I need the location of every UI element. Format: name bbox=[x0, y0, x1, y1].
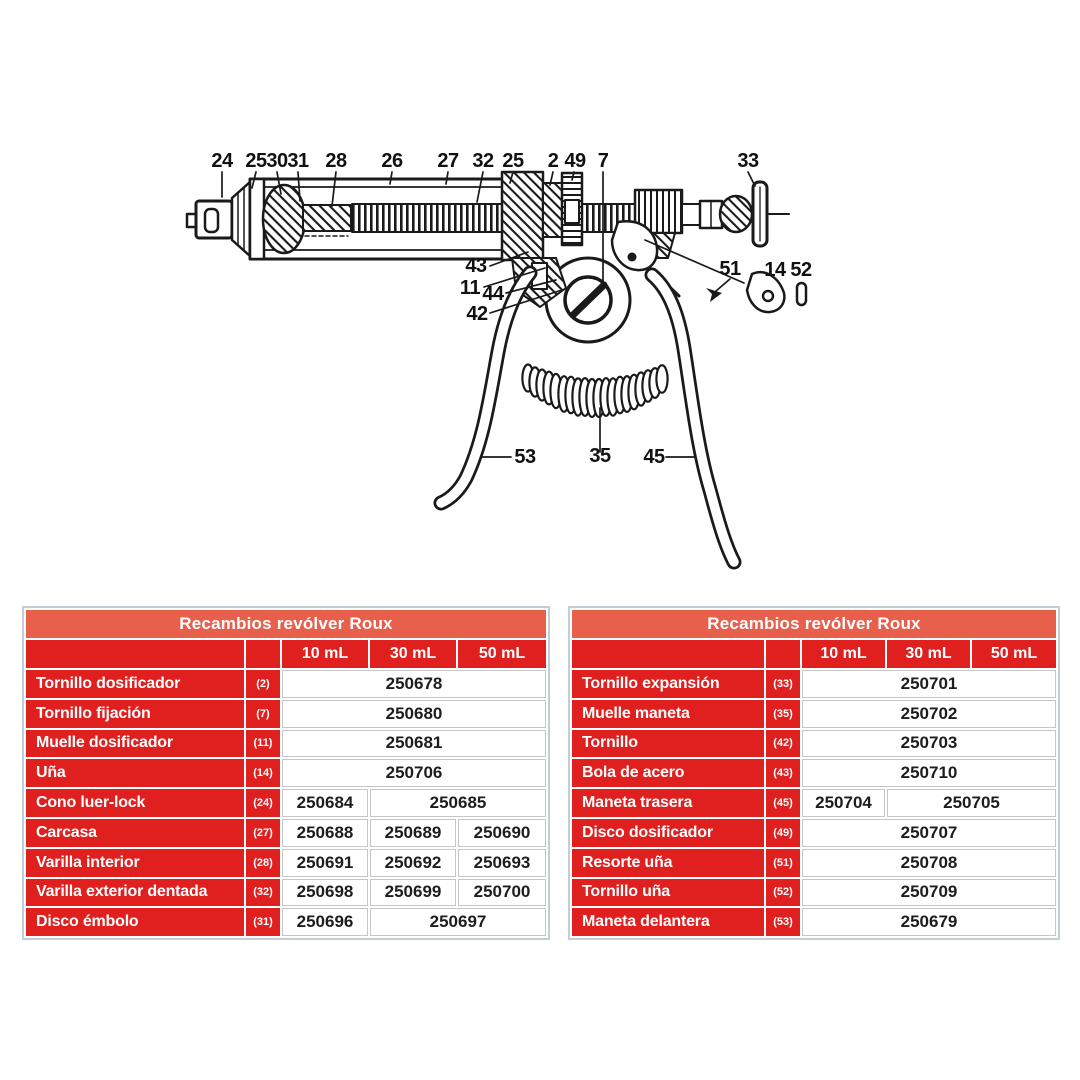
part-label: 27 bbox=[437, 150, 459, 172]
part-ref: (7) bbox=[246, 700, 280, 728]
part-number: 250689 bbox=[370, 819, 456, 847]
part-number: 250693 bbox=[458, 849, 546, 877]
handle-spring bbox=[522, 365, 667, 418]
part-label: 45 bbox=[643, 446, 665, 468]
column-header-30ml: 30 mL bbox=[887, 640, 970, 668]
part-label: 32 bbox=[472, 150, 494, 172]
steel-ball bbox=[628, 253, 637, 262]
column-header-50ml: 50 mL bbox=[972, 640, 1056, 668]
part-number: 250701 bbox=[802, 670, 1056, 698]
part-number: 250706 bbox=[282, 759, 546, 787]
pivot-screw bbox=[565, 277, 611, 323]
part-label: 51 bbox=[719, 258, 741, 280]
part-ref: (33) bbox=[766, 670, 800, 698]
part-ref: (35) bbox=[766, 700, 800, 728]
part-number: 250684 bbox=[282, 789, 368, 817]
part-name: Tornillo fijación bbox=[26, 700, 244, 728]
header-spacer-cell bbox=[766, 640, 800, 668]
part-name: Tornillo dosificador bbox=[26, 670, 244, 698]
part-number: 250679 bbox=[802, 908, 1056, 936]
part-number: 250681 bbox=[282, 730, 546, 758]
part-name: Carcasa bbox=[26, 819, 244, 847]
rear-knob bbox=[682, 182, 789, 246]
part-label: 35 bbox=[589, 445, 611, 467]
part-number: 250709 bbox=[802, 879, 1056, 907]
end-cap bbox=[502, 172, 543, 260]
part-number: 250692 bbox=[370, 849, 456, 877]
part-ref: (51) bbox=[766, 849, 800, 877]
part-number: 250707 bbox=[802, 819, 1056, 847]
part-number: 250698 bbox=[282, 879, 368, 907]
part-ref: (45) bbox=[766, 789, 800, 817]
part-label: 31 bbox=[287, 150, 309, 172]
part-label: 7 bbox=[597, 150, 609, 172]
part-name: Disco émbolo bbox=[26, 908, 244, 936]
part-number: 250678 bbox=[282, 670, 546, 698]
part-label: 42 bbox=[466, 303, 488, 325]
part-label: 28 bbox=[325, 150, 347, 172]
dosing-disc bbox=[562, 173, 582, 245]
part-number: 250703 bbox=[802, 730, 1056, 758]
part-label: 52 bbox=[790, 259, 812, 281]
claw-screw bbox=[797, 283, 806, 305]
part-label: 25 bbox=[502, 150, 524, 172]
part-ref: (43) bbox=[766, 759, 800, 787]
part-name: Disco dosificador bbox=[572, 819, 764, 847]
part-ref: (53) bbox=[766, 908, 800, 936]
column-header-30ml: 30 mL bbox=[370, 640, 456, 668]
part-label: 44 bbox=[482, 283, 504, 305]
part-ref: (49) bbox=[766, 819, 800, 847]
part-name: Bola de acero bbox=[572, 759, 764, 787]
table-title: Recambios revólver Roux bbox=[572, 610, 1056, 638]
part-number: 250688 bbox=[282, 819, 368, 847]
part-name: Muelle dosificador bbox=[26, 730, 244, 758]
part-ref: (52) bbox=[766, 879, 800, 907]
part-ref: (14) bbox=[246, 759, 280, 787]
part-label: 43 bbox=[465, 255, 487, 277]
part-ref: (32) bbox=[246, 879, 280, 907]
part-number: 250690 bbox=[458, 819, 546, 847]
part-number: 250685 bbox=[370, 789, 546, 817]
part-label: 53 bbox=[514, 446, 536, 468]
part-ref: (24) bbox=[246, 789, 280, 817]
rear-handle bbox=[652, 275, 734, 562]
part-label: 33 bbox=[737, 150, 759, 172]
part-ref: (27) bbox=[246, 819, 280, 847]
part-label: 14 bbox=[764, 259, 786, 281]
column-header-10ml: 10 mL bbox=[282, 640, 368, 668]
part-number: 250691 bbox=[282, 849, 368, 877]
header-spacer-cell bbox=[246, 640, 280, 668]
part-name: Uña bbox=[26, 759, 244, 787]
part-number: 250697 bbox=[370, 908, 546, 936]
part-number: 250708 bbox=[802, 849, 1056, 877]
part-label: 30 bbox=[266, 150, 288, 172]
header-spacer-cell bbox=[26, 640, 244, 668]
claw-spring bbox=[706, 288, 722, 302]
part-name: Tornillo uña bbox=[572, 879, 764, 907]
part-ref: (28) bbox=[246, 849, 280, 877]
part-name: Varilla interior bbox=[26, 849, 244, 877]
part-number: 250699 bbox=[370, 879, 456, 907]
part-label: 24 bbox=[211, 150, 233, 172]
part-label: 11 bbox=[459, 277, 481, 299]
part-number: 250710 bbox=[802, 759, 1056, 787]
part-ref: (31) bbox=[246, 908, 280, 936]
part-ref: (2) bbox=[246, 670, 280, 698]
column-header-50ml: 50 mL bbox=[458, 640, 546, 668]
part-name: Resorte uña bbox=[572, 849, 764, 877]
part-name: Muelle maneta bbox=[572, 700, 764, 728]
luer-cone bbox=[187, 182, 250, 256]
column-header-10ml: 10 mL bbox=[802, 640, 885, 668]
part-label: 49 bbox=[564, 150, 586, 172]
part-name: Varilla exterior dentada bbox=[26, 879, 244, 907]
part-label: 25 bbox=[245, 150, 267, 172]
part-number: 250696 bbox=[282, 908, 368, 936]
spare-parts-table-right bbox=[568, 606, 1060, 940]
part-label: 26 bbox=[381, 150, 403, 172]
part-ref: (42) bbox=[766, 730, 800, 758]
part-name: Tornillo bbox=[572, 730, 764, 758]
part-name: Tornillo expansión bbox=[572, 670, 764, 698]
dosing-screw bbox=[543, 183, 562, 237]
part-ref: (11) bbox=[246, 730, 280, 758]
spare-parts-table-left bbox=[22, 606, 550, 940]
part-number: 250700 bbox=[458, 879, 546, 907]
part-number: 250702 bbox=[802, 700, 1056, 728]
header-spacer-cell bbox=[572, 640, 764, 668]
table-title: Recambios revólver Roux bbox=[26, 610, 546, 638]
part-number: 250680 bbox=[282, 700, 546, 728]
part-number: 250704 bbox=[802, 789, 885, 817]
part-name: Maneta delantera bbox=[572, 908, 764, 936]
part-number: 250705 bbox=[887, 789, 1056, 817]
part-name: Maneta trasera bbox=[572, 789, 764, 817]
part-label: 2 bbox=[547, 150, 559, 172]
part-name: Cono luer-lock bbox=[26, 789, 244, 817]
